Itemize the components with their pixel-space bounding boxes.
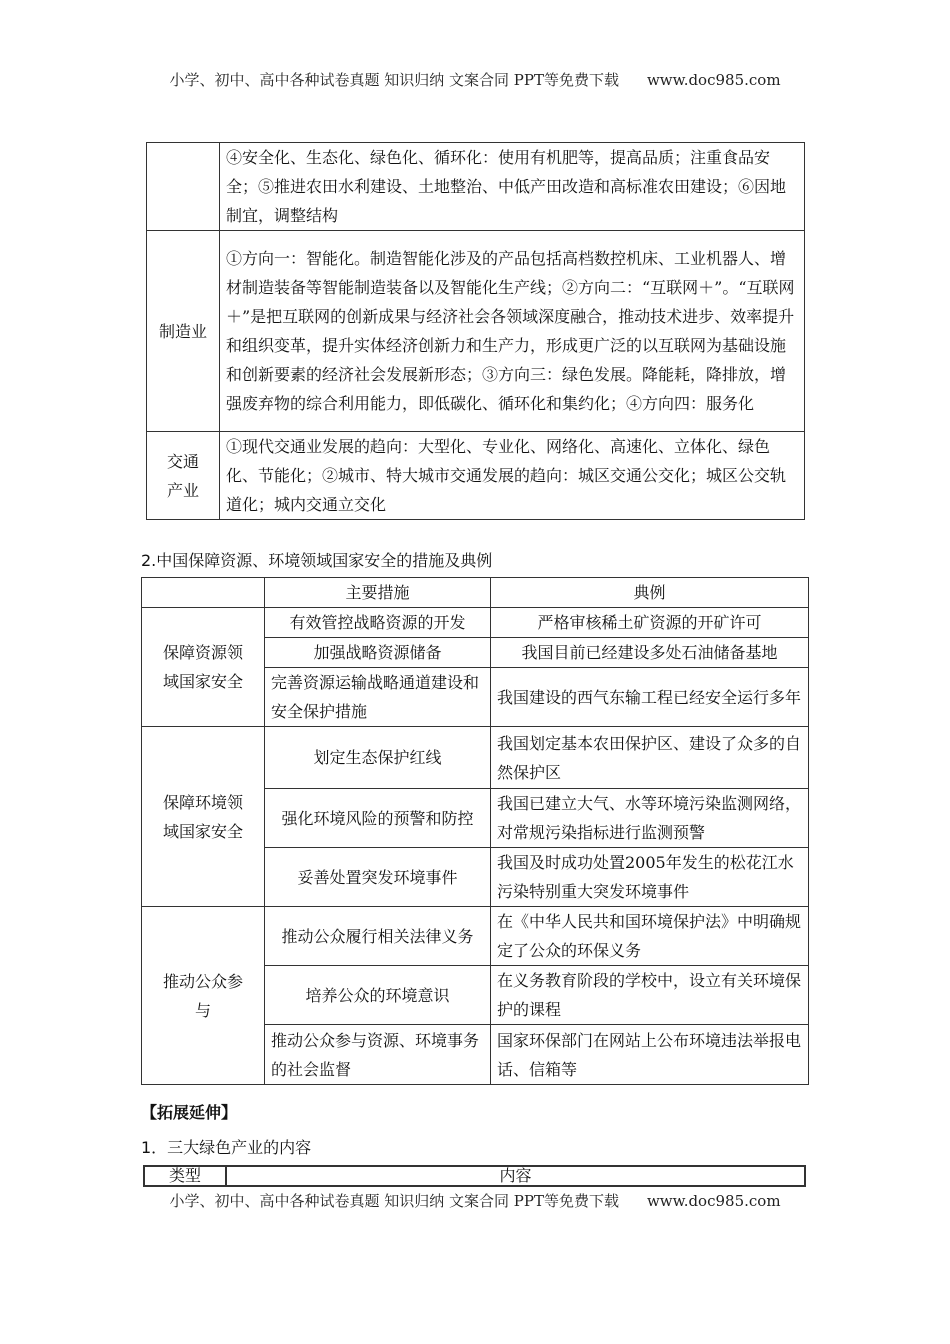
header-cell: 主要措施: [265, 578, 491, 608]
header-cell: 内容: [226, 1166, 805, 1186]
group-label-cell: 保障资源领域国家安全: [142, 608, 265, 727]
header-text: 小学、初中、高中各种试卷真题 知识归纳 文案合同 PPT等免费下载: [169, 71, 619, 89]
type-cell: [147, 143, 220, 231]
footer-url: www.doc985.com: [646, 1192, 781, 1210]
header-cell: 类型: [144, 1166, 226, 1186]
section-3-title: 1．三大绿色产业的内容: [141, 1138, 312, 1157]
content-cell: ④安全化、生态化、绿色化、循环化：使用有机肥等，提高品质；注重食品安全；⑤推进农田水利建设、土地整治、中低产田改造和高标准农田建设；⑥因地制宜，调整结构: [220, 143, 805, 231]
table-row: [147, 231, 805, 432]
example-cell: 我国已建立大气、水等环境污染监测网络，对常规污染指标进行监测预警: [491, 789, 809, 848]
measure-cell: 加强战略资源储备: [265, 638, 491, 668]
table-row: [142, 907, 809, 966]
measure-cell: 强化环境风险的预警和防控: [265, 789, 491, 848]
example-cell: 我国划定基本农田保护区、建设了众多的自然保护区: [491, 727, 809, 789]
security-measures-table: [141, 577, 809, 1085]
example-cell: 我国及时成功处置2005年发生的松花江水污染特别重大突发环境事件: [491, 848, 809, 907]
measure-cell: 培养公众的环境意识: [265, 966, 491, 1025]
example-cell: 国家环保部门在网站上公布环境违法举报电话、信箱等: [491, 1025, 809, 1085]
measure-cell: 有效管控战略资源的开发: [265, 608, 491, 638]
measure-cell: 完善资源运输战略通道建设和安全保护措施: [265, 668, 491, 727]
example-cell: 我国目前已经建设多处石油储备基地: [491, 638, 809, 668]
table-header-row: [142, 578, 809, 608]
group-label-cell: 推动公众参与: [142, 907, 265, 1085]
measure-cell: 妥善处置突发环境事件: [265, 848, 491, 907]
page-footer: [0, 1190, 950, 1211]
type-cell: 制造业: [147, 231, 220, 432]
measure-cell: 推动公众参与资源、环境事务的社会监督: [265, 1025, 491, 1085]
example-cell: 在《中华人民共和国环境保护法》中明确规定了公众的环保义务: [491, 907, 809, 966]
table-row: [142, 727, 809, 789]
page-header: [0, 69, 950, 90]
header-cell: [142, 578, 265, 608]
measure-cell: 划定生态保护红线: [265, 727, 491, 789]
example-cell: 我国建设的西气东输工程已经安全运行多年: [491, 668, 809, 727]
header-url: www.doc985.com: [646, 71, 781, 89]
content-cell: ①现代交通业发展的趋向：大型化、专业化、网络化、高速化、立体化、绿色化、节能化；②城市、特大城市交通发展的趋向：城区交通公交化；城区公交轨道化；城内交通立交化: [220, 432, 805, 520]
measure-cell: 推动公众履行相关法律义务: [265, 907, 491, 966]
group-label-cell: 保障环境领域国家安全: [142, 727, 265, 907]
industry-table: [146, 142, 805, 520]
table-row: [147, 143, 805, 231]
content-cell: ①方向一：智能化。制造智能化涉及的产品包括高档数控机床、工业机器人、增材制造装备等智能制造装备以及智能化生产线；②方向二：“互联网＋”。“互联网＋”是把互联网的创新成果与经济社会各领域深度融合，推动技术进步、效率提升和组织变革，提升实体经济创新力和生产力，形成更广泛的以互联网为基础设施和创新要素的经济社会发展新形态；③方向三：绿色发展。降能耗，降排放，增强废弃物的综合利用能力，即低碳化、循环化和集约化；④方向四：服务化: [220, 231, 805, 432]
table-row: [147, 432, 805, 520]
table-row: [142, 608, 809, 638]
example-cell: 严格审核稀土矿资源的开矿许可: [491, 608, 809, 638]
green-industry-table: [143, 1165, 806, 1187]
footer-text: 小学、初中、高中各种试卷真题 知识归纳 文案合同 PPT等免费下载: [169, 1192, 619, 1210]
example-cell: 在义务教育阶段的学校中，设立有关环境保护的课程: [491, 966, 809, 1025]
header-cell: 典例: [491, 578, 809, 608]
type-cell: 交通产业: [147, 432, 220, 520]
section-2-title: 2.中国保障资源、环境领域国家安全的措施及典例: [141, 551, 493, 570]
extension-title: 【拓展延伸】: [141, 1103, 238, 1122]
